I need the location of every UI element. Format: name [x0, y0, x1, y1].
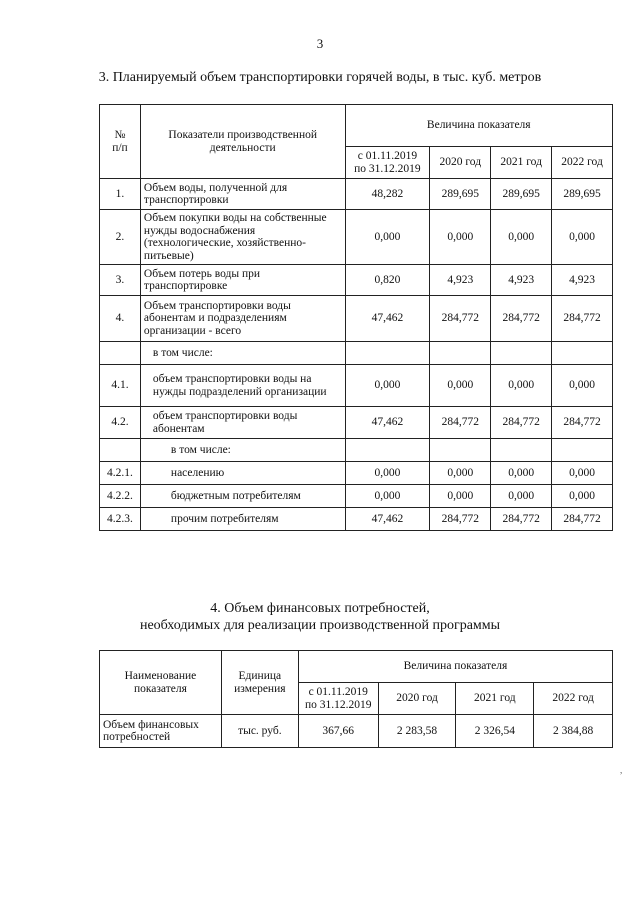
header-period-line2: по 31.12.2019 [354, 162, 421, 175]
row-value-2021: 4,923 [491, 265, 552, 296]
header-period [345, 147, 430, 179]
row-value-period: 48,282 [345, 179, 430, 210]
row-value-2020: 284,772 [430, 508, 491, 531]
table-row [100, 715, 613, 748]
row-number: 2. [100, 210, 141, 265]
row-name: Объем покупки воды на собственные нужды водоснабжения (технологические, хозяйственно-питьевые) [140, 210, 345, 265]
table-row [100, 342, 613, 365]
row-name: Объем потерь воды при транспортировке [140, 265, 345, 296]
row-value-period: 47,462 [345, 407, 430, 439]
row-value-2021: 284,772 [491, 296, 552, 342]
header-indicator: Показатели производственной деятельности [140, 105, 345, 179]
table-row [100, 179, 613, 210]
row-value-2022: 289,695 [552, 179, 613, 210]
header-2022: 2022 год [534, 683, 613, 715]
row-name: прочим потребителям [140, 508, 345, 531]
row-name: Объем воды, полученной для транспортировки [140, 179, 345, 210]
header-num-line2: п/п [112, 141, 128, 154]
header-2022: 2022 год [552, 147, 613, 179]
page-number: 3 [316, 36, 324, 51]
table-row [100, 265, 613, 296]
header-name: Наименование показателя [100, 651, 222, 715]
row-value-2022: 2 384,88 [534, 715, 613, 748]
header-num-line1: № [114, 129, 126, 141]
row-value-2022: 284,772 [552, 296, 613, 342]
transport-volume-table [99, 104, 613, 531]
row-value-period: 0,000 [345, 365, 430, 407]
table-row [100, 210, 613, 265]
row-value-2021: 284,772 [491, 407, 552, 439]
row-value-period: 0,820 [345, 265, 430, 296]
header-unit: Единица измерения [221, 651, 298, 715]
header-2021: 2021 год [491, 147, 552, 179]
row-value-2021 [491, 439, 552, 462]
table-row [100, 462, 613, 485]
row-number: 3. [100, 265, 141, 296]
row-value-2020: 284,772 [430, 407, 491, 439]
row-value-2021: 289,695 [491, 179, 552, 210]
row-value-2020 [430, 439, 491, 462]
table-row [100, 296, 613, 342]
row-number: 1. [100, 179, 141, 210]
header-value: Величина показателя [345, 105, 612, 147]
row-value-2022: 4,923 [552, 265, 613, 296]
row-value-2021 [491, 342, 552, 365]
row-value-2020 [430, 342, 491, 365]
section-3-title: 3. Планируемый объем транспортировки горячей воды, в тыс. куб. метров [98, 70, 542, 85]
section-4-title-line1: 4. Объем финансовых потребностей, [210, 601, 430, 616]
row-value-period: 47,462 [345, 508, 430, 531]
row-value-2022 [552, 342, 613, 365]
row-value-2022 [552, 439, 613, 462]
header-2020: 2020 год [378, 683, 456, 715]
row-value-2020: 0,000 [430, 365, 491, 407]
table-row [100, 407, 613, 439]
row-name: в том числе: [140, 342, 345, 365]
table-row [100, 365, 613, 407]
header-period-line1: с 01.11.2019 [357, 150, 418, 162]
table-row [100, 508, 613, 531]
row-name: населению [140, 462, 345, 485]
financial-needs-table [99, 650, 613, 748]
row-number: 4.2.2. [100, 485, 141, 508]
row-number: 4.1. [100, 365, 141, 407]
row-name: Объем транспортировки воды абонентам и подразделениям организации - всего [140, 296, 345, 342]
scan-mark: , [620, 765, 623, 775]
section-4-title-line2: необходимых для реализации производственной программы [139, 618, 501, 633]
row-value-period: 0,000 [345, 485, 430, 508]
row-number: 4.2.3. [100, 508, 141, 531]
row-name: в том числе: [140, 439, 345, 462]
row-number: 4.2. [100, 407, 141, 439]
row-value-2021: 0,000 [491, 365, 552, 407]
row-value-period: 47,462 [345, 296, 430, 342]
row-name: объем транспортировки воды абонентам [140, 407, 345, 439]
row-value-2020: 289,695 [430, 179, 491, 210]
table-row [100, 485, 613, 508]
row-value-2021: 284,772 [491, 508, 552, 531]
row-value-period: 367,66 [298, 715, 378, 748]
row-number [100, 439, 141, 462]
row-value-2020: 284,772 [430, 296, 491, 342]
row-value-2020: 0,000 [430, 210, 491, 265]
row-number: 4. [100, 296, 141, 342]
row-value-2022: 0,000 [552, 462, 613, 485]
row-value-period [345, 342, 430, 365]
row-value-2021: 0,000 [491, 210, 552, 265]
header-2020: 2020 год [430, 147, 491, 179]
row-value-2021: 2 326,54 [456, 715, 534, 748]
header-num [100, 105, 141, 179]
header-period [298, 683, 378, 715]
row-value-2021: 0,000 [491, 462, 552, 485]
row-number [100, 342, 141, 365]
header-period-line1: с 01.11.2019 [308, 686, 368, 698]
row-name: объем транспортировки воды на нужды подразделений организации [140, 365, 345, 407]
row-unit: тыс. руб. [221, 715, 298, 748]
row-value-2020: 0,000 [430, 485, 491, 508]
row-value-period: 0,000 [345, 210, 430, 265]
transport-volume-rows [100, 179, 613, 531]
row-value-2022: 284,772 [552, 407, 613, 439]
header-period-line2: по 31.12.2019 [304, 698, 372, 711]
row-value-2020: 2 283,58 [378, 715, 456, 748]
section-4-title [0, 600, 640, 634]
row-value-period [345, 439, 430, 462]
table-row [100, 439, 613, 462]
row-value-2020: 0,000 [430, 462, 491, 485]
header-value: Величина показателя [298, 651, 612, 683]
row-name: Объем финансовых потребностей [100, 715, 222, 748]
row-value-2022: 284,772 [552, 508, 613, 531]
header-2021: 2021 год [456, 683, 534, 715]
row-number: 4.2.1. [100, 462, 141, 485]
row-value-2022: 0,000 [552, 485, 613, 508]
row-value-2020: 4,923 [430, 265, 491, 296]
row-value-period: 0,000 [345, 462, 430, 485]
row-name: бюджетным потребителям [140, 485, 345, 508]
row-value-2022: 0,000 [552, 365, 613, 407]
row-value-2022: 0,000 [552, 210, 613, 265]
row-value-2021: 0,000 [491, 485, 552, 508]
